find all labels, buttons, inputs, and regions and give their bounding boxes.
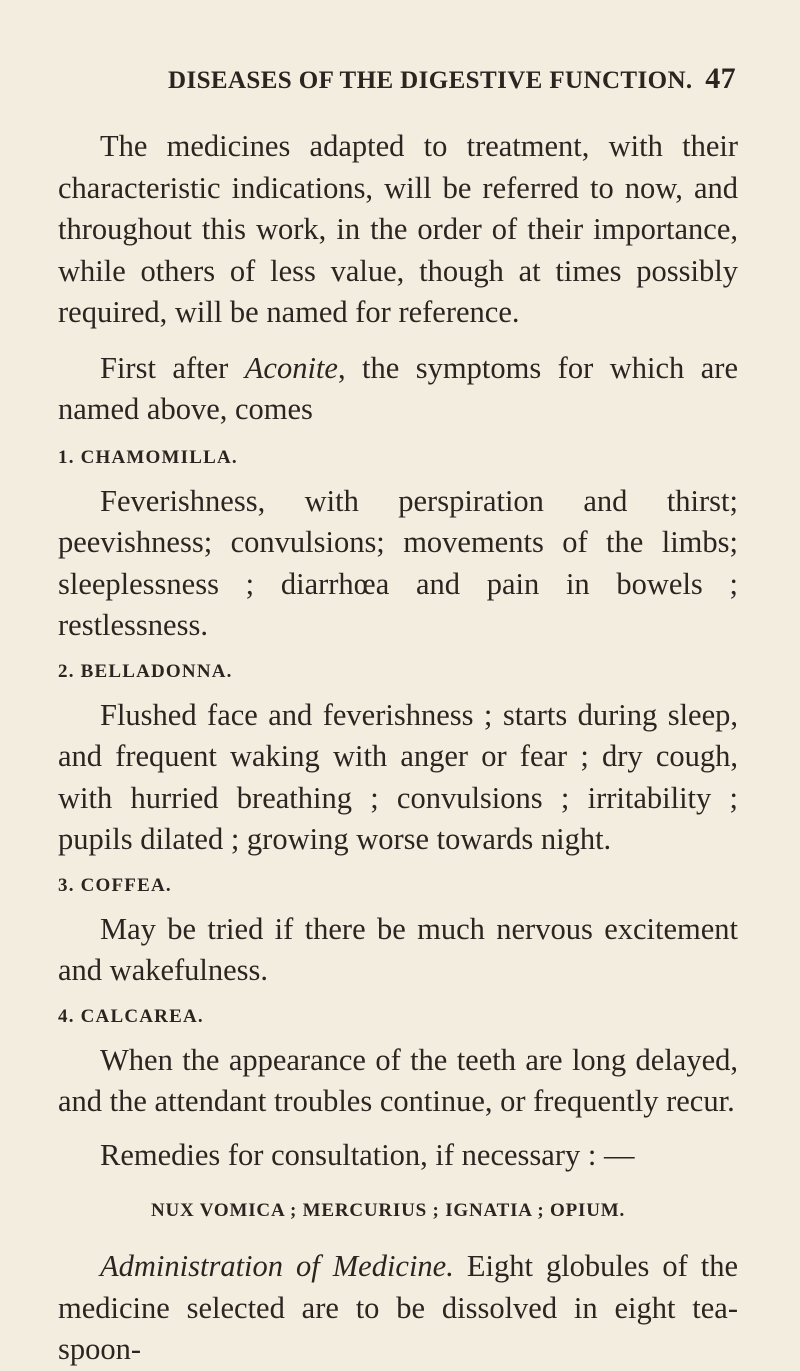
remedy-heading: 4. CALCAREA. <box>58 1005 204 1027</box>
remedy-description: May be tried if there be much nervous excitement and wakefulness. <box>58 911 738 987</box>
remedy-description: Flushed face and feverishness ; starts during sleep, and frequent waking with anger or fear ; dry cough, with hurried breathing ; convulsions ; irritability ; pupils dilated ; growing worse towards night. <box>58 697 738 856</box>
remedy-entry-chamomilla <box>58 445 738 647</box>
first-after-paragraph <box>58 348 738 431</box>
administration-paragraph <box>58 1246 738 1371</box>
consultation-intro: Remedies for consultation, if necessary : — <box>100 1137 635 1172</box>
running-head <box>168 62 736 96</box>
body-text <box>58 126 738 1371</box>
first-after-prefix: First after <box>100 350 245 385</box>
remedy-entry-calcarea <box>58 1004 738 1123</box>
running-head-title: DISEASES OF THE DIGESTIVE FUNCTION. <box>168 67 693 94</box>
remedy-description: Feverishness, with perspiration and thirst; peevishness; convulsions; movements of the limbs; sleeplessness ; diarrhœa and pain in bowels ; restlessness. <box>58 483 738 642</box>
remedy-entry-belladonna <box>58 659 738 861</box>
aconite-italic: Aconite <box>244 350 338 385</box>
remedy-heading: 2. BELLADONNA. <box>58 660 233 682</box>
administration-text: Eight globules of the medicine selected are to be dissolved in eight tea-spoon- <box>58 1249 738 1366</box>
remedy-heading: 1. CHAMOMILLA. <box>58 446 238 468</box>
remedy-entry-coffea <box>58 873 738 992</box>
consultation-remedies-list: NUX VOMICA ; MERCURIUS ; IGNATIA ; OPIUM. <box>151 1200 625 1221</box>
intro-paragraph: The medicines adapted to treatment, with their characteristic indications, will be referred to now, and throughout this work, in the order of their importance, while others of less value, though at times possibly required, will be named for reference. <box>58 129 738 329</box>
administration-heading-italic: Administration of Medicine. <box>100 1249 454 1283</box>
page-number: 47 <box>705 62 736 95</box>
first-after-suffix: , the symptoms for which are named above, comes <box>58 350 738 426</box>
remedy-heading: 3. COFFEA. <box>58 874 172 896</box>
remedy-description: When the appearance of the teeth are long delayed, and the attendant troubles continue, or frequently recur. <box>58 1042 738 1118</box>
